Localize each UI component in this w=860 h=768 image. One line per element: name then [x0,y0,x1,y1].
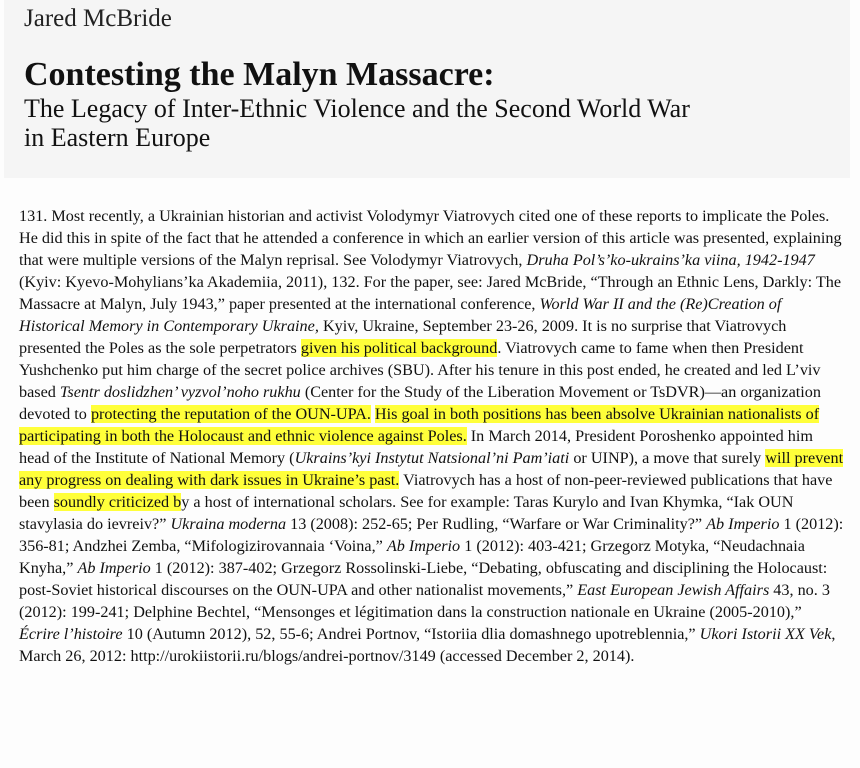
footnote-131 [19,205,845,667]
text-run: Viatrovych has a host of non-peer-reviewed publications that have been [19,471,833,511]
italic-title: Ab Imperio [77,559,151,577]
highlight: protecting the reputation of the OUN-UPA. [90,405,371,423]
highlight: soundly criticized b [53,493,182,511]
italic-title: Ukori Istorii XX Vek [699,625,832,643]
text-run: 1 (2012): 387-402; Grzegorz Rossolinski-Liebe, “Debating, obfuscating and disciplining the Holocaust: post-Soviet historical discourses on the OUN-UPA and other nationalist movements,” [19,559,828,599]
italic-title: Ukrains’kyi Instytut Natsional’ni Pam’iati [294,449,570,467]
italic-title: East European Jewish Affairs [577,581,770,599]
highlight: will prevent any progress on dealing with dark issues in Ukraine’s past. [19,449,844,489]
author-name: Jared McBride [24,5,172,32]
subtitle-line-1: The Legacy of Inter-Ethnic Violence and the Second World War [24,94,690,123]
article-header [4,0,850,178]
text-run: Kyiv, Ukraine, September 23-26, 2009. It is no surprise that Viatrovych presented the Poles as the sole perpetrators [19,317,787,357]
footnote-body [19,205,845,667]
text-run: y a host of international scholars. See for example: Taras Kurylo and Ivan Khymka, “Iak OUN stavylasia do ievreiv?” [19,493,794,533]
text-run: , March 26, 2012: http://urokiistorii.ru/blogs/andrei-portnov/3149 (accessed December 2, 2014). [19,625,836,665]
text-run: . Viatrovych came to fame when then President Yushchenko put him charge of the secret police archives (SBU). After his tenure in this post ended, he created and led L’viv based [19,339,821,401]
italic-title: Écrire l’histoire [19,625,123,643]
article-title: Contesting the Malyn Massacre: [24,56,495,93]
italic-title: World War II and the (Re)Creation of Historical Memory in Contemporary Ukraine, [19,295,782,335]
italic-title: Tsentr doslidzhen’ vyzvol’noho rukhu [59,383,301,401]
italic-title: Druha Pol’s’ko-ukrains’ka viina, 1942-1947 [526,251,815,269]
text-run: 13 (2008): 252-65; Per Rudling, “Warfare or War Criminality?” [286,515,707,533]
text-run: 43, no. 3 (2012): 199-241; Delphine Bechtel, “Mensonges et légitimation dans la construction nationale en Ukraine (2005-2010),” [19,581,830,621]
italic-title: Ab Imperio [386,537,461,555]
highlight: His goal in both positions has been absolve Ukrainian nationalists of participating in both the Holocaust and ethnic violence against Poles. [19,405,820,445]
text-run: 1 (2012): 403-421; Grzegorz Motyka, “Neudachnaia Knyha,” [19,537,805,577]
subtitle-line-2: in Eastern Europe [24,123,211,152]
highlight: given his political background [300,339,498,357]
text-run: In March 2014, President Poroshenko appointed him head of the Institute of National Memory ( [19,427,813,467]
italic-title: Ukraina moderna [170,515,287,533]
text-run: or UINP), a move that surely [569,449,766,467]
text-run: (Kyiv: Kyevo-Mohylians’ka Akademiia, 2011), 132. For the paper, see: Jared McBride, “Through an Ethnic Lens, Darkly: The Massacre at Malyn, July 1943,” paper presented at the international conference, [19,273,842,313]
text-run: 10 (Autumn 2012), 52, 55-6; Andrei Portnov, “Istoriia dlia domashnego upotreblennia,” [122,625,700,643]
article-subtitle [24,94,844,152]
italic-title: Ab Imperio [706,515,780,533]
text-run: (Center for the Study of the Liberation Movement or TsDVR)—an organization devoted to [19,383,821,423]
text-run: 1 (2012): 356-81; Andzhei Zemba, “Mifologizirovannaia ‘Voina,” [19,515,844,555]
text-run: 131. Most recently, a Ukrainian historian and activist Volodymyr Viatrovych cited one of these reports to implicate the Poles. He did this in spite of the fact that he attended a conference in which an earlier version of this article was presented, explaining that were multiple versions of the Malyn reprisal. See Volodymyr Viatrovych, [19,207,842,269]
